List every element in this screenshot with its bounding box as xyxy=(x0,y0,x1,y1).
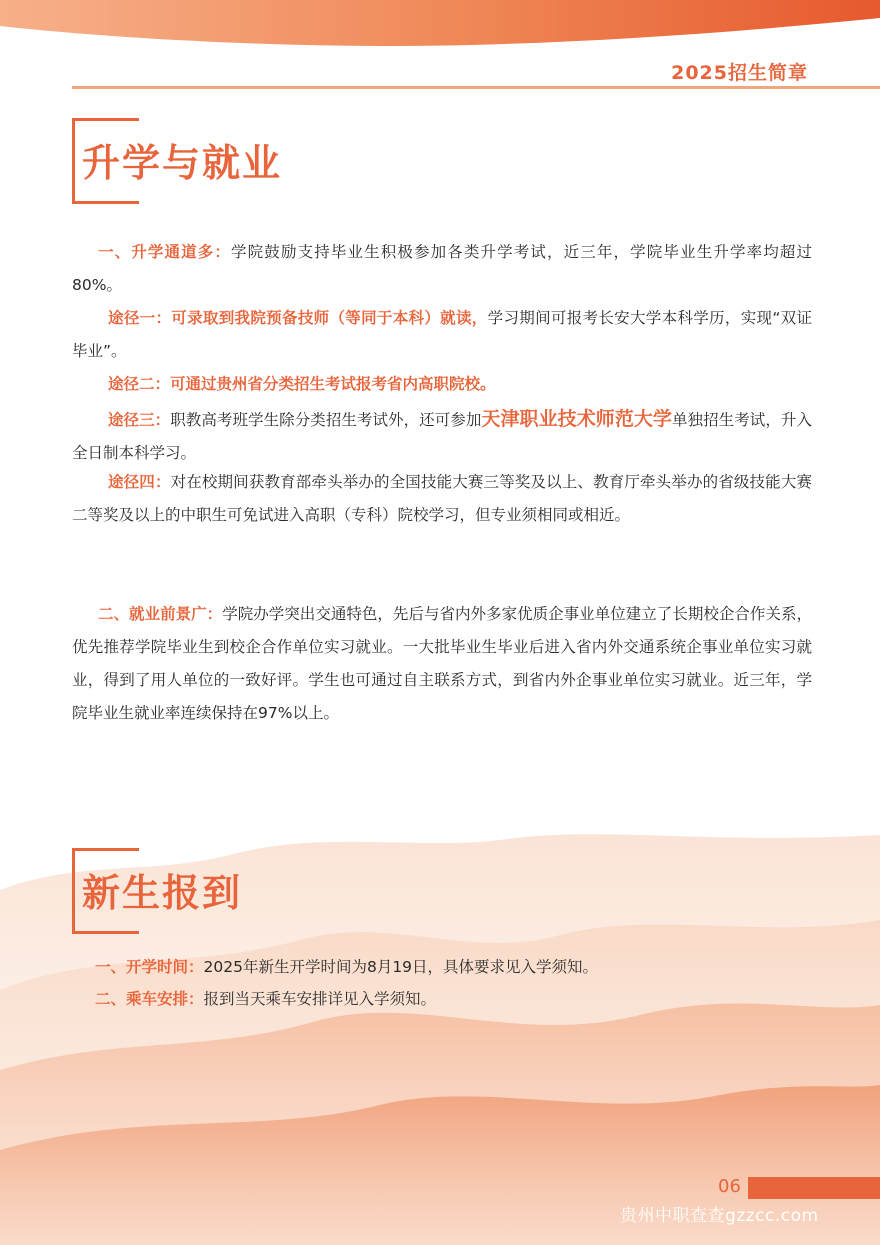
text-route-three-b: 单独招生考试，升入全日制本科学习。 xyxy=(72,411,812,462)
label-route-one: 途径一： xyxy=(108,309,172,327)
text-route-one: 学习期间可报考长安大学本科学历，实现“双证毕业”。 xyxy=(72,309,812,360)
registration-transport xyxy=(95,984,436,1014)
highlight-route-two: 可通过贵州省分类招生考试报考省内高职院校。 xyxy=(170,375,496,393)
text-employment: 学院办学突出交通特色，先后与省内外多家优质企事业单位建立了长期校企合作关系，优先推荐学院毕业生到校企合作单位实习就业。一大批毕业生毕业后进入省内外交通系统企事业单位实习就业，得到了用人单位的一致好评。学生也可通过自主联系方式，到省内外企事业单位实习就业。近三年，学院毕业生就业率连续保持在97%以上。 xyxy=(72,605,812,722)
paragraph-study-channels xyxy=(72,236,812,302)
paragraph-route-four xyxy=(72,466,812,532)
paragraph-route-three xyxy=(72,403,812,470)
highlight-route-one: 可录取到我院预备技师（等同于本科）就读， xyxy=(171,309,488,327)
paragraph-route-two xyxy=(72,368,812,401)
section-title: 升学与就业 xyxy=(82,141,283,185)
label-route-four: 途径四： xyxy=(108,473,171,491)
label-route-three: 途径三： xyxy=(108,411,171,429)
registration-start-date xyxy=(95,952,598,982)
paragraph-route-one xyxy=(72,302,812,368)
page-number-bar xyxy=(748,1177,880,1199)
top-decorative-band xyxy=(0,0,880,60)
page-number: 06 xyxy=(718,1176,741,1197)
text-start-date: 2025年新生开学时间为8月19日，具体要求见入学须知。 xyxy=(203,958,599,976)
text-route-four: 对在校期间获教育部牵头举办的全国技能大赛三等奖及以上、教育厅牵头举办的省级技能大赛二等奖及以上的中职生可免试进入高职（专科）院校学习，但专业须相同或相近。 xyxy=(72,473,812,524)
label-transport: 二、乘车安排： xyxy=(95,990,204,1008)
section-title: 新生报到 xyxy=(82,871,243,915)
brochure-title: 2025招生简章 xyxy=(671,62,808,84)
header-divider xyxy=(72,86,880,89)
university-name: 天津职业技术师范大学 xyxy=(481,408,672,430)
text-study-channels: 学院鼓励支持毕业生积极参加各类升学考试，近三年，学院毕业生升学率均超过80%。 xyxy=(72,243,812,294)
watermark: 贵州中职查查gzzcc.com xyxy=(620,1206,819,1226)
label-route-two: 途径二： xyxy=(108,375,171,393)
text-transport: 报到当天乘车安排详见入学须知。 xyxy=(203,990,437,1008)
paragraph-employment xyxy=(72,598,812,730)
text-route-three-a: 职教高考班学生除分类招生考试外，还可参加 xyxy=(170,411,482,429)
label-employment: 二、就业前景广： xyxy=(98,605,223,623)
label-start-date: 一、开学时间： xyxy=(95,958,204,976)
label-study-channels: 一、升学通道多： xyxy=(98,243,232,261)
